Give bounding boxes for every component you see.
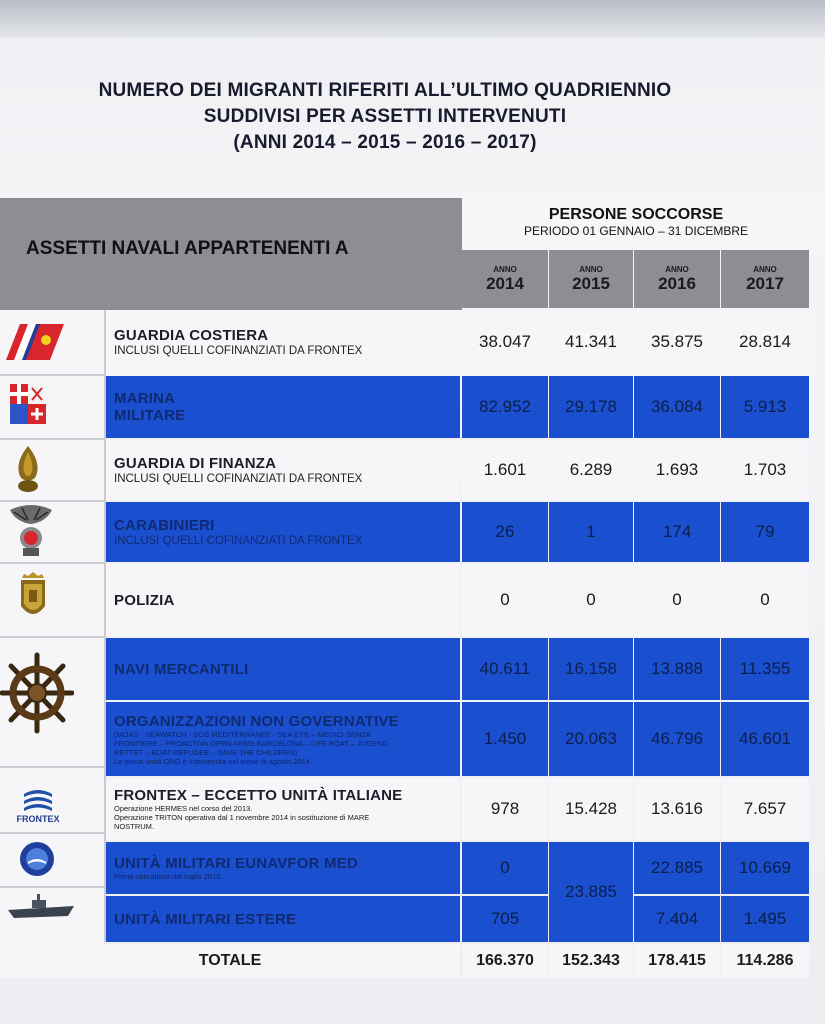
year-label: 2015 bbox=[572, 273, 610, 293]
cell-2017: 79 bbox=[721, 502, 809, 562]
row-tiny-3: RETTET – BOAT REFUGEE – SAVE THE CHILDREN) bbox=[114, 747, 298, 757]
row-tiny-1: Operazione HERMES nel corso del 2013. bbox=[114, 804, 253, 813]
row-label-ong bbox=[106, 702, 460, 776]
row-tiny-1: Piena operatività dal luglio 2015. bbox=[114, 872, 223, 881]
totale-label-cell bbox=[0, 944, 460, 978]
divider bbox=[0, 500, 104, 502]
row-tiny-2: FRONTIERE – PROACTIVA OPEN ARMS BARCELONA – LIFE BOAT – JUGEND bbox=[114, 738, 388, 748]
cell-2017: 10.669 bbox=[721, 842, 809, 894]
row-tiny-1: (MOAS - SEAWATCH - SOS MEDITERRANEE - SEA EYE – MEDICI SENZA bbox=[114, 729, 371, 739]
cell-2016: 36.084 bbox=[634, 376, 720, 438]
row-name: MARINA bbox=[114, 390, 176, 407]
row-label-carabinieri bbox=[106, 502, 460, 562]
row-label-unita-militari-estere bbox=[106, 896, 460, 942]
anno-label: ANNO bbox=[493, 264, 517, 274]
row-sub: INCLUSI QUELLI COFINANZIATI DA FRONTEX bbox=[114, 473, 363, 485]
row-name: NAVI MERCANTILI bbox=[114, 660, 249, 678]
cell-2016: 0 bbox=[634, 564, 720, 636]
cell-2014: 1.450 bbox=[462, 702, 548, 776]
cell-2015: 1 bbox=[549, 502, 633, 562]
ship-wheel-icon bbox=[0, 652, 74, 734]
divider bbox=[0, 766, 104, 768]
title-line-2: SUDDIVISI PER ASSETTI INTERVENUTI bbox=[203, 106, 567, 127]
year-header-2014 bbox=[462, 250, 548, 308]
row-sub: INCLUSI QUELLI COFINANZIATI DA FRONTEX bbox=[114, 535, 363, 547]
frontex-logo-text: FRONTEX bbox=[16, 814, 60, 824]
row-name: CARABINIERI bbox=[114, 517, 215, 534]
navy-flag-icon bbox=[10, 384, 46, 424]
total-2017: 114.286 bbox=[721, 944, 809, 978]
header-periodo: PERIODO 01 GENNAIO – 31 DICEMBRE bbox=[523, 224, 749, 238]
divider bbox=[0, 832, 104, 834]
cell-2016: 7.404 bbox=[634, 896, 720, 942]
cell-2015: 0 bbox=[549, 564, 633, 636]
cell-2015: 6.289 bbox=[549, 440, 633, 500]
row-sub: INCLUSI QUELLI COFINANZIATI DA FRONTEX bbox=[114, 345, 363, 357]
cell-2014: 38.047 bbox=[462, 310, 548, 374]
row-name: POLIZIA bbox=[114, 591, 175, 609]
cell-2016: 22.885 bbox=[634, 842, 720, 894]
title-line-1: NUMERO DEI MIGRANTI RIFERITI ALL’ULTIMO QUADRIENNIO bbox=[98, 80, 672, 101]
row-name: GUARDIA COSTIERA bbox=[114, 327, 269, 344]
photo-top-edge bbox=[0, 0, 825, 38]
cell-2017: 28.814 bbox=[721, 310, 809, 374]
divider bbox=[0, 562, 104, 564]
cell-2015: 41.341 bbox=[549, 310, 633, 374]
row-name: UNITÀ MILITARI ESTERE bbox=[114, 910, 297, 928]
anno-label: ANNO bbox=[665, 264, 689, 274]
divider bbox=[0, 374, 104, 376]
frontex-logo-icon bbox=[8, 782, 68, 828]
cell-2015: 15.428 bbox=[549, 778, 633, 840]
divider bbox=[0, 886, 104, 888]
warship-icon bbox=[6, 892, 76, 922]
cell-2014: 978 bbox=[462, 778, 548, 840]
year-header-2015 bbox=[549, 250, 633, 308]
coast-guard-stripe-icon bbox=[6, 322, 66, 362]
cell-2014: 705 bbox=[462, 896, 548, 942]
row-label-marina-militare bbox=[106, 376, 460, 438]
cell-2017: 5.913 bbox=[721, 376, 809, 438]
guardia-di-finanza-flame-icon bbox=[12, 444, 44, 496]
cell-2015: 20.063 bbox=[549, 702, 633, 776]
cell-2014: 82.952 bbox=[462, 376, 548, 438]
cell-2015: 16.158 bbox=[549, 638, 633, 700]
cell-2017: 0 bbox=[721, 564, 809, 636]
row-label-eunavfor-med bbox=[106, 842, 460, 894]
total-2016: 178.415 bbox=[634, 944, 720, 978]
divider bbox=[0, 438, 104, 440]
row-name-2: MILITARE bbox=[114, 407, 186, 424]
cell-2016: 35.875 bbox=[634, 310, 720, 374]
cell-2015: 29.178 bbox=[549, 376, 633, 438]
row-name: ORGANIZZAZIONI NON GOVERNATIVE bbox=[114, 712, 399, 730]
row-label-navi-mercantili bbox=[106, 638, 460, 700]
divider bbox=[0, 636, 104, 638]
cell-2017: 1.495 bbox=[721, 896, 809, 942]
row-label-guardia-costiera bbox=[106, 310, 460, 374]
anno-label: ANNO bbox=[579, 264, 603, 274]
polizia-crest-icon bbox=[18, 572, 48, 624]
cell-2014: 26 bbox=[462, 502, 548, 562]
totale-label: TOTALE bbox=[198, 952, 262, 969]
cell-2014: 0 bbox=[462, 842, 548, 894]
row-name: UNITÀ MILITARI EUNAVFOR MED bbox=[114, 855, 358, 872]
year-header-2017 bbox=[721, 250, 809, 308]
cell-2014: 1.601 bbox=[462, 440, 548, 500]
header-left-block bbox=[0, 198, 462, 310]
cell-2016: 13.616 bbox=[634, 778, 720, 840]
document-title bbox=[0, 78, 770, 156]
row-tiny-2: Operazione TRITON operativa dal 1 novembre 2014 in sostituzione di MARE bbox=[114, 813, 370, 822]
row-label-frontex bbox=[106, 778, 460, 840]
cell-2016: 13.888 bbox=[634, 638, 720, 700]
title-line-3: (ANNI 2014 – 2015 – 2016 – 2017) bbox=[233, 132, 537, 153]
year-label: 2017 bbox=[746, 273, 784, 293]
year-label: 2016 bbox=[658, 273, 696, 293]
cell-2017: 11.355 bbox=[721, 638, 809, 700]
header-left-label: ASSETTI NAVALI APPARTENENTI A bbox=[26, 238, 349, 259]
cell-2016: 1.693 bbox=[634, 440, 720, 500]
row-label-guardia-di-finanza bbox=[106, 440, 460, 500]
header-persone: PERSONE SOCCORSE bbox=[548, 206, 724, 223]
cell-2017: 1.703 bbox=[721, 440, 809, 500]
merged-cell-2015: 23.885 bbox=[549, 842, 633, 942]
carabinieri-emblem-icon bbox=[6, 504, 56, 558]
cell-2014: 40.611 bbox=[462, 638, 548, 700]
cell-2017: 46.601 bbox=[721, 702, 809, 776]
cell-2014: 0 bbox=[462, 564, 548, 636]
row-label-polizia bbox=[106, 564, 460, 636]
row-name: GUARDIA DI FINANZA bbox=[114, 455, 277, 472]
row-tiny-4: La prima unità ONG è intervenuta nel mese di agosto 2014. bbox=[114, 756, 313, 766]
anno-label: ANNO bbox=[753, 264, 777, 274]
eunavfor-badge-icon bbox=[18, 840, 56, 878]
row-tiny-3: NOSTRUM. bbox=[114, 822, 154, 831]
header-persone-block bbox=[462, 196, 810, 248]
divider bbox=[104, 310, 106, 942]
cell-2016: 174 bbox=[634, 502, 720, 562]
total-2015: 152.343 bbox=[549, 944, 633, 978]
year-header-2016 bbox=[634, 250, 720, 308]
year-label: 2014 bbox=[486, 273, 524, 293]
cell-2016: 46.796 bbox=[634, 702, 720, 776]
row-name: FRONTEX – ECCETTO UNITÀ ITALIANE bbox=[114, 787, 403, 804]
cell-2017: 7.657 bbox=[721, 778, 809, 840]
total-2014: 166.370 bbox=[462, 944, 548, 978]
